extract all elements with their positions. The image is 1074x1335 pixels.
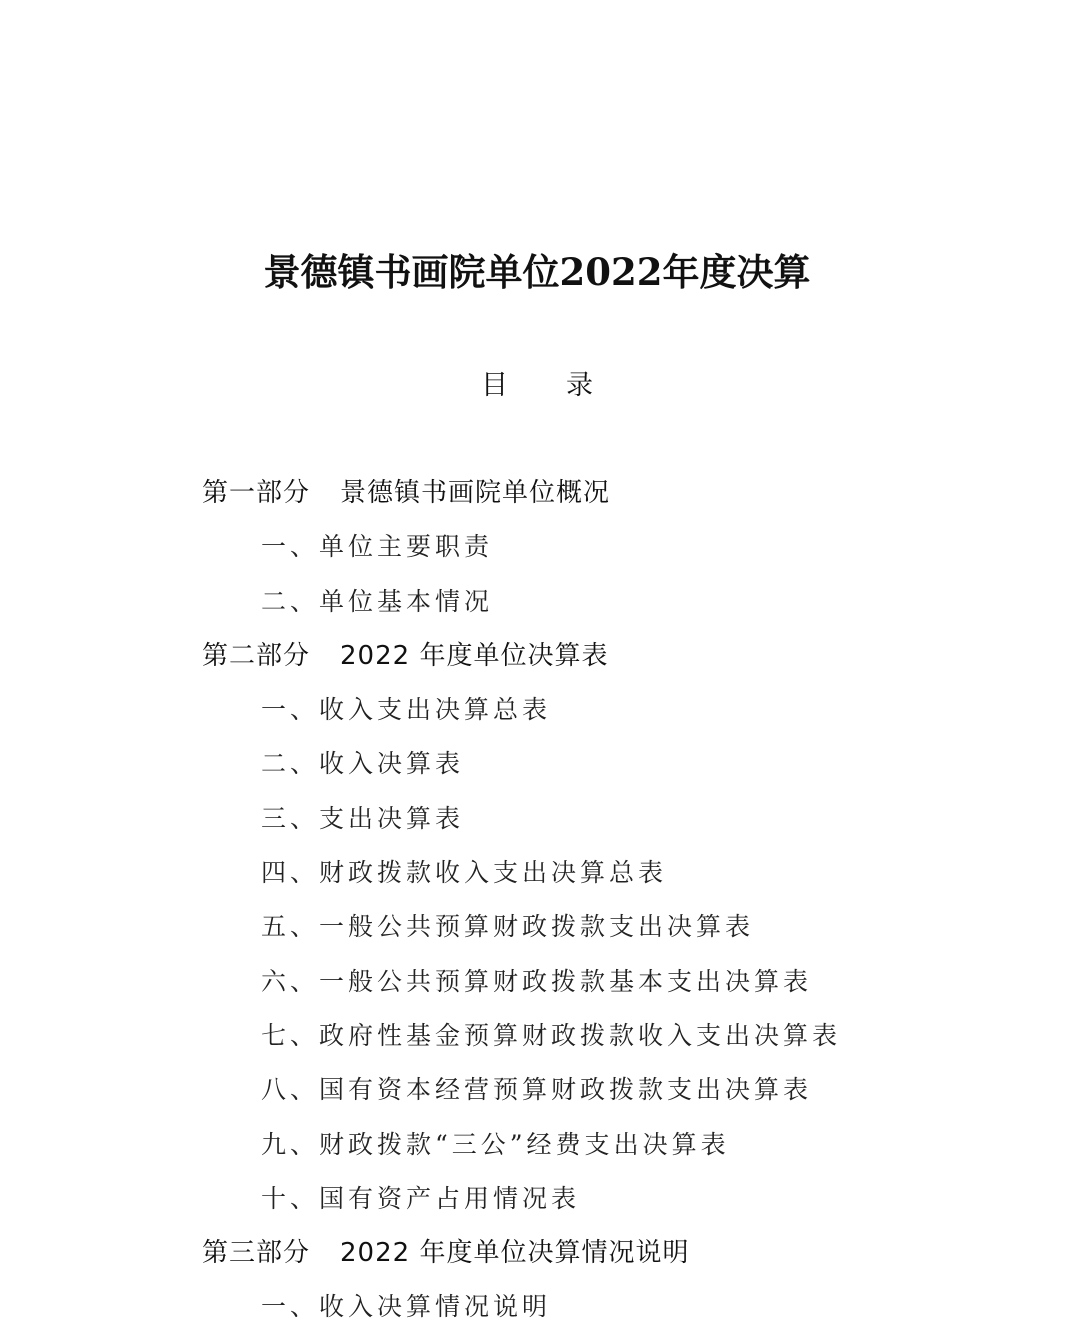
toc-heading-right: 录 bbox=[566, 370, 593, 401]
table-of-contents bbox=[0, 466, 1074, 1335]
toc-item: 二、单位基本情况 bbox=[261, 586, 494, 616]
toc-part-title: 2022 年度单位决算情况说明 bbox=[340, 1238, 690, 1269]
toc-part-1 bbox=[0, 466, 1074, 520]
toc-item: 二、收入决算表 bbox=[261, 749, 465, 779]
toc-part-label: 第二部分 bbox=[202, 640, 311, 671]
toc-item: 七、政府性基金预算财政拨款收入支出决算表 bbox=[261, 1020, 842, 1050]
document-title: 景德镇书画院单位2022年度决算 bbox=[263, 250, 811, 294]
toc-item: 八、国有资本经营预算财政拨款支出决算表 bbox=[261, 1075, 813, 1105]
toc-part-label: 第一部分 bbox=[202, 478, 311, 508]
toc-item: 一、收入决算情况说明 bbox=[261, 1292, 552, 1322]
toc-item: 十、国有资产占用情况表 bbox=[261, 1183, 581, 1213]
toc-part-title: 2022 年度单位决算表 bbox=[340, 640, 609, 671]
toc-heading-left: 目 bbox=[481, 370, 508, 401]
toc-part-label: 第三部分 bbox=[202, 1238, 311, 1269]
toc-item: 四、财政拨款收入支出决算总表 bbox=[261, 858, 668, 888]
toc-item: 三、支出决算表 bbox=[261, 803, 465, 833]
toc-part-3 bbox=[0, 1226, 1074, 1280]
toc-part-title: 景德镇书画院单位概况 bbox=[340, 478, 611, 508]
toc-part-2 bbox=[0, 629, 1074, 683]
toc-item: 六、一般公共预算财政拨款基本支出决算表 bbox=[261, 966, 813, 996]
toc-item: 一、单位主要职责 bbox=[261, 532, 494, 562]
toc-heading bbox=[0, 366, 1074, 406]
toc-item: 五、一般公共预算财政拨款支出决算表 bbox=[261, 912, 755, 942]
toc-item: 一、收入支出决算总表 bbox=[261, 695, 552, 725]
toc-item: 九、财政拨款“三公”经费支出决算表 bbox=[261, 1129, 730, 1159]
